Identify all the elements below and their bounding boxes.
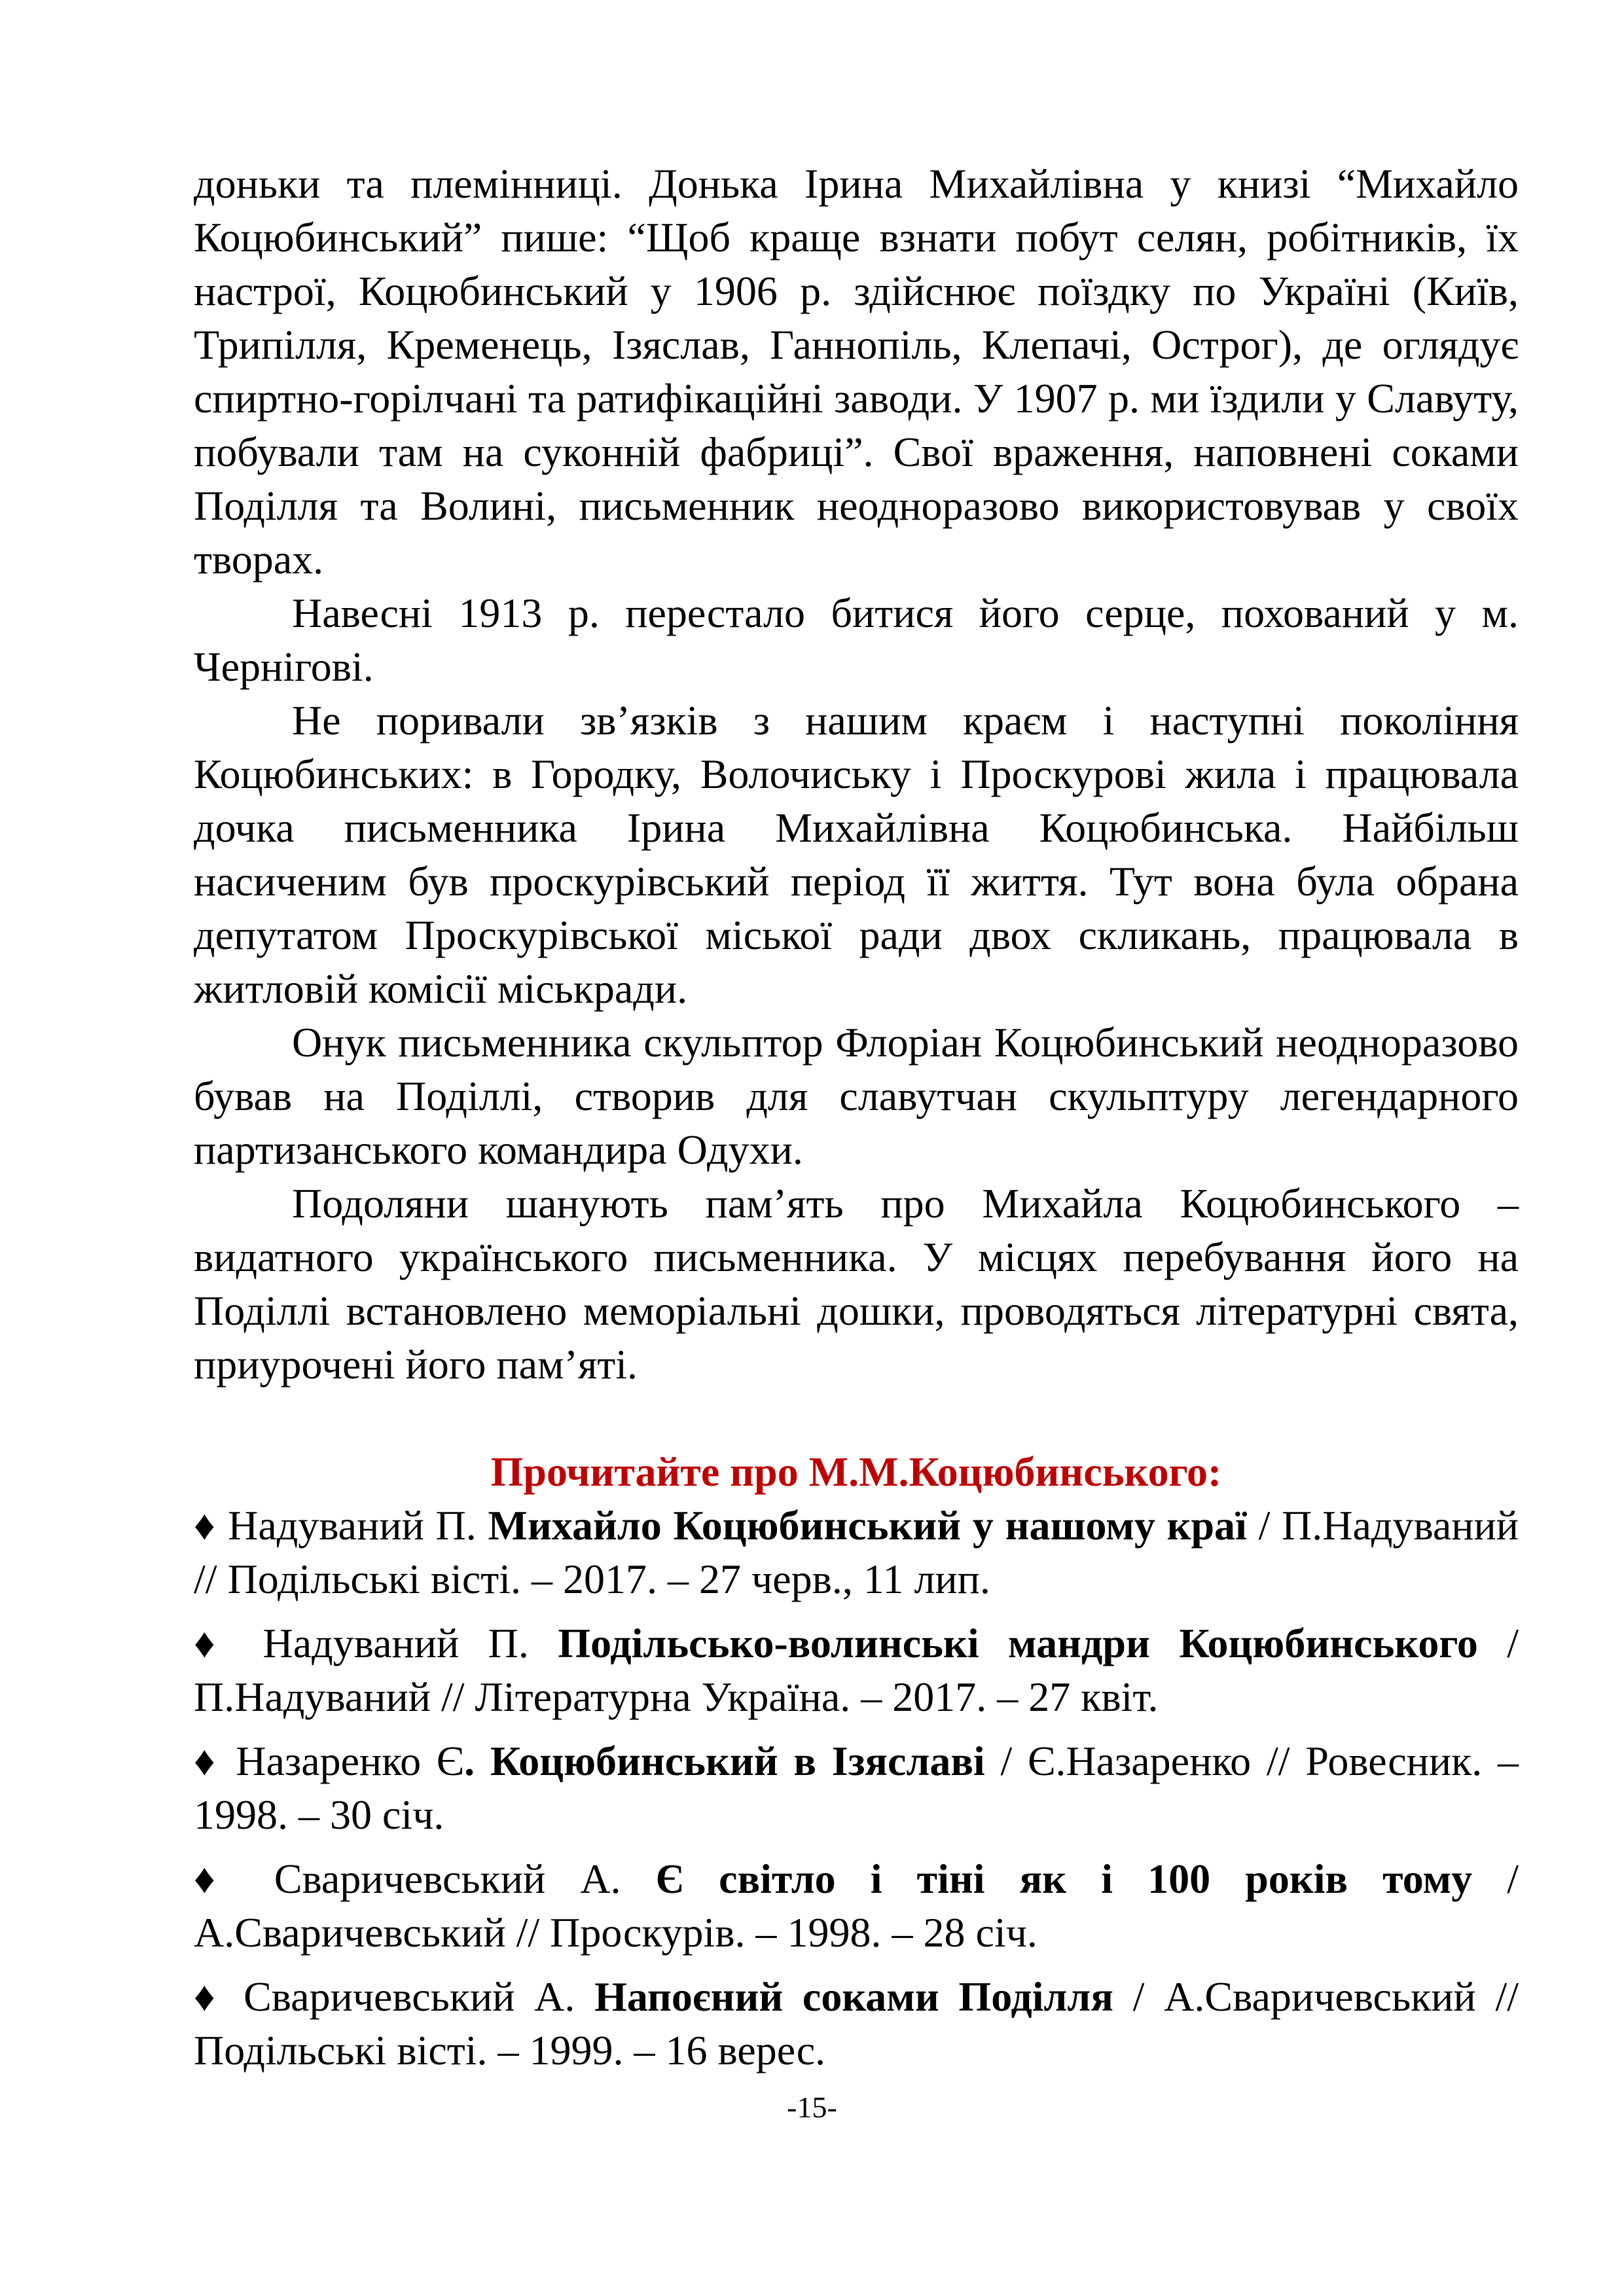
entry-source: / А.Сваричевський // Подільські вісті. – 1999. – 16 верес. bbox=[194, 1973, 1519, 2073]
bibliography-heading: Прочитайте про М.М.Коцюбинського: bbox=[490, 1448, 1222, 1495]
entry-title: Напоєний соками Поділля bbox=[594, 1973, 1113, 2020]
entry-source: / П.Надуваний // Подільські вісті. – 2017. – 27 черв., 11 лип. bbox=[194, 1502, 1519, 1602]
bullet-icon: ♦ bbox=[194, 1738, 221, 1784]
entry-author: Сваричевський А. bbox=[224, 1973, 595, 2020]
bullet-icon: ♦ bbox=[194, 1502, 217, 1549]
entry-source: / П.Надуваний // Літературна Україна. – 2017. – 27 квіт. bbox=[194, 1620, 1519, 1720]
page-number: -15- bbox=[787, 2090, 837, 2124]
body-paragraph-2: Навесні 1913 р. перестало битися його серце, похований у м. Чернігові. bbox=[194, 590, 1519, 690]
body-paragraph-5: Подоляни шанують пам’ять про Михайла Коцюбинського – видатного українського письменника. У місцях перебування його на Поділлі встановлено меморіальні дошки, проводяться літературні свята, приурочені його пам’яті. bbox=[194, 1180, 1519, 1388]
entry-title: . Коцюбинський в Ізяславі bbox=[464, 1738, 985, 1784]
bullet-icon: ♦ bbox=[194, 1856, 240, 1902]
body-paragraph-1: доньки та племінниці. Донька Ірина Михайлівна у книзі “Михайло Коцюбинський” пише: “Щоб краще взнати побут селян, робітників, їх настрої, Коцюбинський у 1906 р. здійснює поїздку по Україні (Київ, Трипілля, Кременець, Ізяслав, Ганнопіль, Клепачі, Острог), де оглядує спиртно-горілчані та ратифікаційні заводи. У 1907 р. ми їздили у Славуту, побували там на суконній фабриці”. Свої враження, наповнені соками Поділля та Волині, письменник неодноразово використовував у своїх творах. bbox=[194, 160, 1519, 583]
entry-source: / А.Сваричевський // Проскурів. – 1998. – 28 січ. bbox=[194, 1856, 1519, 1956]
bibliography-entry-3 bbox=[194, 1734, 1519, 1842]
entry-source: / Є.Назаренко // Ровесник. – 1998. – 30 січ. bbox=[194, 1738, 1519, 1838]
bullet-icon: ♦ bbox=[194, 1620, 234, 1666]
entry-title: Є світло і тіні як і 100 років тому bbox=[655, 1856, 1473, 1902]
entry-author: Назаренко Є bbox=[220, 1738, 465, 1784]
bullet-icon: ♦ bbox=[194, 1973, 225, 2020]
bibliography-entry-4 bbox=[194, 1852, 1519, 1960]
body-paragraph-4: Онук письменника скульптор Флоріан Коцюбинський неодноразово бував на Поділлі, створив для славутчан скульптуру легендарного партизанського командира Одухи. bbox=[194, 1019, 1519, 1173]
bibliography-entry-1 bbox=[194, 1499, 1519, 1606]
bibliography-entry-2 bbox=[194, 1617, 1519, 1724]
entry-author: Сваричевський А. bbox=[239, 1856, 656, 1902]
document-page bbox=[194, 157, 1519, 2088]
entry-author: Надуваний П. bbox=[216, 1502, 488, 1549]
bibliography-list bbox=[194, 1499, 1519, 2077]
entry-author: Надуваний П. bbox=[234, 1620, 558, 1666]
entry-title: Подільсько-волинські мандри Коцюбинського bbox=[558, 1620, 1478, 1666]
body-paragraph-3: Не поривали зв’язків з нашим краєм і наступні покоління Коцюбинських: в Городку, Волочиську і Проскурові жила і працювала дочка письменника Ірина Михайлівна Коцюбинська. Найбільш насиченим був проскурівський період її життя. Тут вона була обрана депутатом Проскурівської міської ради двох скликань, працювала в житловій комісії міськради. bbox=[194, 697, 1519, 1012]
entry-title: Михайло Коцюбинський у нашому краї bbox=[488, 1502, 1247, 1549]
bibliography-entry-5 bbox=[194, 1970, 1519, 2077]
